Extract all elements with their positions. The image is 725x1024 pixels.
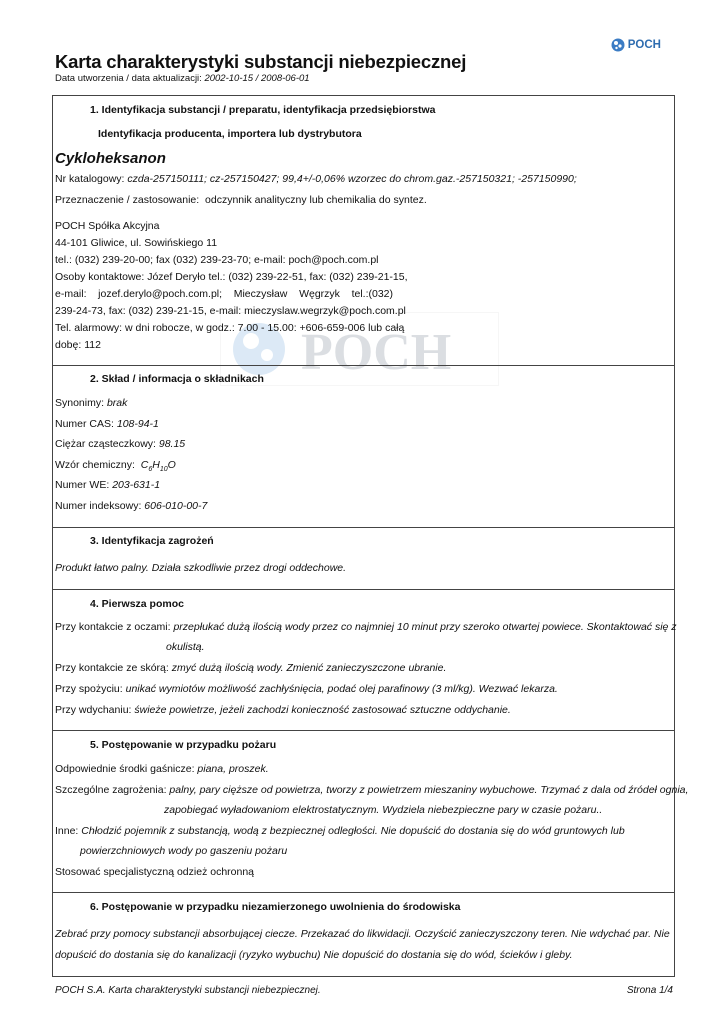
protective-clothing: Stosować specjalistyczną odzież ochronną [55, 866, 255, 878]
contact-fax-line: 239-24-73, fax: (032) 239-21-15, e-mail: mieczyslaw.wegrzyk@poch.com.pl [55, 305, 406, 317]
other-measures [55, 825, 625, 837]
dates-label: Data utworzenia / data aktualizacji: [55, 73, 202, 84]
cas-label: Numer CAS: [55, 418, 114, 430]
section-divider [52, 730, 674, 731]
index-line [55, 500, 207, 512]
eyes-value-cont: okulistą. [166, 641, 205, 653]
synonyms-line [55, 397, 127, 409]
eyes-value: przepłukać dużą ilością wody przez co najmniej 10 minut przy szeroko otwartej powiece. Skontaktować się z [173, 621, 677, 633]
alarm-line-2: dobę: 112 [55, 339, 101, 351]
eyes-label: Przy kontakcie z oczami: [55, 621, 171, 633]
svg-text:POCH: POCH [301, 324, 452, 381]
contact-part: Węgrzyk [299, 288, 340, 300]
contact-part: Mieczysław [233, 288, 288, 300]
media-label: Odpowiednie środki gaśnicze: [55, 763, 195, 775]
cas-value: 108-94-1 [116, 418, 159, 430]
footer-title: POCH S.A. Karta charakterystyki substancji niebezpiecznej. [55, 985, 321, 996]
cas-line [55, 418, 159, 430]
first-aid-eyes [55, 621, 677, 633]
mw-label: Ciężar cząsteczkowy: [55, 438, 156, 450]
ingest-label: Przy spożyciu: [55, 683, 123, 695]
mw-value: 98.15 [158, 438, 186, 450]
dates-value: 2002-10-15 / 2008-06-01 [204, 73, 310, 84]
skin-label: Przy kontakcie ze skórą: [55, 662, 169, 674]
contact-email-line [55, 288, 393, 300]
section-divider [52, 365, 674, 366]
product-name: Cykloheksanon [55, 150, 166, 167]
contact-persons: Osoby kontaktowe: Józef Deryło tel.: (032) 239-22-51, fax: (032) 239-21-15, [55, 271, 408, 283]
document-dates [55, 73, 310, 84]
section-5-heading: 5. Postępowanie w przypadku pożaru [90, 739, 277, 751]
company-address: 44-101 Gliwice, ul. Sowińskiego 11 [55, 237, 218, 249]
section-1-heading: 1. Identyfikacja substancji / preparatu, identyfikacja przedsiębiorstwa [90, 104, 436, 116]
section-6-heading: 6. Postępowanie w przypadku niezamierzonego uwolnienia do środowiska [90, 901, 461, 913]
section-divider [52, 892, 674, 893]
skin-value: zmyć dużą ilością wody. Zmienić zanieczyszczone ubranie. [171, 662, 447, 674]
first-aid-skin [55, 662, 446, 674]
index-value: 606-010-00-7 [144, 500, 208, 512]
contact-part: e-mail: [55, 288, 87, 300]
first-aid-inhale [55, 704, 511, 716]
usage-label: Przeznaczenie / zastosowanie: [55, 194, 200, 206]
section-divider [52, 589, 674, 590]
we-line [55, 479, 160, 491]
inhale-value: świeże powietrze, jeżeli zachodzi konieczność zastosować sztuczne oddychanie. [134, 704, 511, 716]
document-title: Karta charakterystyki substancji niebezpiecznej [55, 51, 467, 72]
inhale-label: Przy wdychaniu: [55, 704, 132, 716]
synonyms-value: brak [106, 397, 128, 409]
contact-part: jozef.derylo@poch.com.pl; [98, 288, 223, 300]
poch-logo-icon [611, 38, 625, 52]
formula-value: $C_6H_{10}O$ [140, 459, 176, 474]
we-value: 203-631-1 [112, 479, 161, 491]
catalog-label: Nr katalogowy: [55, 173, 125, 185]
release-text-2: dopuścić do dostania się do kanalizacji (ryzyko wybuchu) Nie dopuścić do dostania się do wód, ścieków i gleby. [55, 949, 573, 961]
formula-line [55, 459, 176, 473]
hazards-label: Szczególne zagrożenia: [55, 784, 167, 796]
section-3-heading: 3. Identyfikacja zagrożeń [90, 535, 214, 547]
release-text-1: Zebrać przy pomocy substancji absorbującej ciecze. Przekazać do likwidacji. Oczyścić zanieczyszczony teren. Nie wdychać par. Nie [55, 928, 670, 940]
hazards-text: Produkt łatwo palny. Działa szkodliwie przez drogi oddechowe. [55, 562, 347, 574]
section-2-heading: 2. Skład / informacja o składnikach [90, 373, 264, 385]
section-divider [52, 527, 674, 528]
other-label: Inne: [55, 825, 79, 837]
other-value-cont: powierzchniowych wody po gaszeniu pożaru [80, 845, 288, 857]
logo-text: POCH [627, 39, 661, 51]
catalog-value: czda-257150111; cz-257150427; 99,4+/-0,06% wzorzec do chrom.gaz.-257150321; -257150990; [127, 173, 577, 185]
section-1-subheading: Identyfikacja producenta, importera lub dystrybutora [98, 128, 362, 140]
usage-line [55, 194, 427, 206]
mw-line [55, 438, 185, 450]
catalog-line [55, 173, 577, 185]
index-label: Numer indeksowy: [55, 500, 142, 512]
contact-part: tel.:(032) [351, 288, 393, 300]
alarm-line-1: Tel. alarmowy: w dni robocze, w godz.: 7.00 - 15.00: +606-659-006 lub całą [55, 322, 405, 334]
special-hazards [55, 784, 688, 796]
ingest-value: unikać wymiotów możliwość zachłyśnięcia, podać olej parafinowy (3 ml/kg). Wezwać lekarza. [125, 683, 558, 695]
we-label: Numer WE: [55, 479, 110, 491]
synonyms-label: Synonimy: [55, 397, 105, 409]
hazards-value-cont: zapobiegać wyładowaniom elektrostatycznym. Wydziela niebezpieczne pary w czasie pożaru.. [164, 804, 603, 816]
first-aid-ingest [55, 683, 558, 695]
extinguishing-media [55, 763, 269, 775]
company-contact: tel.: (032) 239-20-00; fax (032) 239-23-70; e-mail: poch@poch.com.pl [55, 254, 379, 266]
hazards-value: palny, pary cięższe od powietrza, tworzy z powietrzem mieszaniny wybuchowe. Trzymać z dala od źródeł ognia, [169, 784, 689, 796]
company-name: POCH Spółka Akcyjna [55, 220, 160, 232]
section-4-heading: 4. Pierwsza pomoc [90, 598, 184, 610]
other-value: Chłodzić pojemnik z substancją, wodą z bezpiecznej odległości. Nie dopuścić do dostania się do wód gruntowych lub [81, 825, 625, 837]
poch-logo [611, 38, 661, 52]
page-number: Strona 1/4 [626, 985, 673, 996]
usage-value: odczynnik analityczny lub chemikalia do syntez. [205, 194, 427, 206]
formula-label: Wzór chemiczny: [55, 459, 135, 471]
media-value: piana, proszek. [197, 763, 269, 775]
